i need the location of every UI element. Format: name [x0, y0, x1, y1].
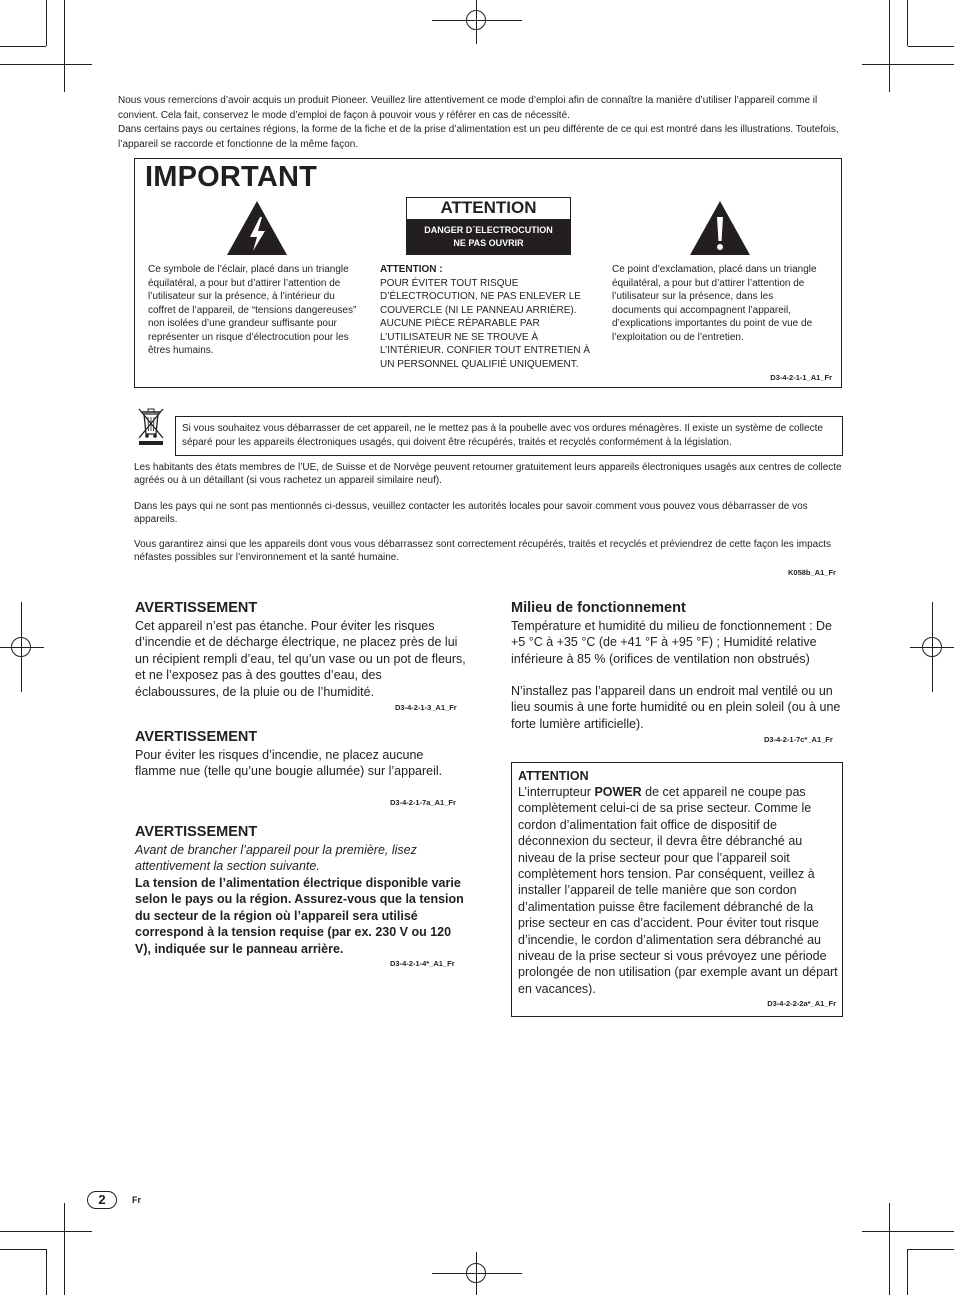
important-title: IMPORTANT: [145, 161, 318, 193]
lightning-triangle-icon: [225, 199, 289, 257]
intro-text: [118, 94, 858, 152]
language-code: Fr: [132, 1195, 141, 1205]
attention-text: POUR ÉVITER TOUT RISQUE D’ÉLECTROCUTION, NE PAS ENLEVER LE COUVERCLE (NI LE PANNEAU ARRIÈRE). AUCUNE PIÈCE RÉPARABLE PAR L’UTILISATEUR NE SE TROUVE À L’INTÉRIEUR. CONFIER TOUT ENTRETIEN À UN PERSONNEL QUALIFIÉ UNIQUEMENT.: [380, 277, 591, 370]
attention-description: [380, 263, 598, 371]
weee-paragraph-3: Vous garantirez ainsi que les appareils dont vous vous débarrassez sont correctement récupérés, traités et recyclés et préviendrez de cette façon les impacts néfastes possibles sur l’environnement et la santé humaine.: [134, 539, 832, 563]
weee-paragraph-1: Les habitants des états membres de l’UE, de Suisse et de Norvège peuvent retourner gratuitement leurs appareils électroniques usagés aux centres de collecte agréés ou à un détaillant (si vous rachetez un appareil similaire neuf).: [134, 462, 842, 486]
warning-3-intro: Avant de brancher l’appareil pour la première, lisez attentivement la section suivante.: [135, 843, 417, 874]
warning-3-voltage-text: La tension de l’alimentation électrique disponible varie selon le pays ou la région. Assurez-vous que la tension du secteur de la région où l’appareil sera utilisé correspond à la tension requise (par ex. 230 V ou 120 V), indiquée sur le panneau arrière.: [135, 876, 464, 956]
warning-1-text: Cet appareil n’est pas étanche. Pour éviter les risques d’incendie et de décharge électrique, ne placez près de lui un récipient rempli d’eau, tel qu’un vase ou un pot de fleurs, et ne l’exposez pas à des gouttes d’eau, des éclaboussures, de la pluie ou de l’humidité.: [135, 619, 466, 699]
intro-paragraph-1: Nous vous remercions d’avoir acquis un produit Pioneer. Veuillez lire attentivement ce mode d’emploi afin de connaître la manière d’utiliser l’appareil comme il convient. Cela fait, conservez le mode d’emploi de façon à pouvoir vous y référer en cas de nécessité.: [118, 95, 818, 121]
attention-badge-warning: [406, 220, 571, 255]
attention-heading: ATTENTION :: [380, 264, 443, 275]
warning-1-ref-code: D3-4-2-1-3_A1_Fr: [395, 703, 457, 712]
crossed-bin-icon: [136, 406, 166, 446]
power-label: POWER: [594, 785, 642, 799]
attention-badge: [406, 197, 571, 255]
warning-1-title: AVERTISSEMENT: [135, 600, 258, 616]
badge-line-1: DANGER D´ELECTROCUTION: [424, 225, 553, 235]
exclamation-description: Ce point d’exclamation, placé dans un triangle équilatéral, a pour but d’attirer l’attention de l’utilisateur sur la présence, dans les documents qui accompagnent l’appareil, d’explications importantes du point de vue de l’exploitation ou de l’entretien.: [612, 264, 817, 343]
important-ref-code: D3-4-2-1-1_A1_Fr: [770, 373, 832, 382]
weee-ref-code: K058b_A1_Fr: [788, 568, 836, 577]
caution-text-pre: L’interrupteur: [518, 785, 595, 799]
intro-paragraph-2: Dans certains pays ou certaines régions, la forme de la fiche et de la prise d’alimentation est un peu différente de ce qui est montré dans les illustrations. Toutefois, l’appareil se raccorde et fonctionne de la même façon.: [118, 124, 839, 150]
page-number: 2: [87, 1191, 117, 1209]
warning-3-ref-code: D3-4-2-1-4*_A1_Fr: [390, 959, 455, 968]
attention-badge-title: ATTENTION: [406, 197, 571, 220]
environment-text-1: Température et humidité du milieu de fonctionnement : De +5 °C à +35 °C (de +41 °F à +95 °F) ; Humidité relative inférieure à 85 % (orifices de ventilation non obstrués): [511, 619, 833, 666]
caution-text: [518, 784, 840, 997]
caution-text-post: de cet appareil ne coupe pas complètement celui-ci de sa prise secteur. Comme le cordon d’alimentation fait office de dispositif de déconnexion du secteur, il devra être débranché au niveau de la prise secteur pour que l’appareil soit complètement hors tension. Par conséquent, veillez à installer l’appareil de telle manière que son cordon d’alimentation puisse être facilement débranché de la prise secteur en cas d’accident. Pour éviter tout risque d’incendie, le cordon d’alimentation sera débranché au niveau de la prise secteur si vous prévoyez une période prolongée de non utilisation (par exemple avant un départ en vacances).: [518, 785, 838, 996]
environment-text-2: N’installez pas l’appareil dans un endroit mal ventilé ou un lieu soumis à une forte humidité ou en plein soleil (ou à une forte lumière artificielle).: [511, 684, 841, 731]
warning-2-title: AVERTISSEMENT: [135, 729, 258, 745]
environment-title: Milieu de fonctionnement: [511, 600, 686, 616]
environment-ref-code: D3-4-2-1-7c*_A1_Fr: [764, 735, 833, 744]
caution-ref-code: D3-4-2-2-2a*_A1_Fr: [767, 999, 836, 1008]
caution-box: [511, 762, 843, 1017]
warning-2-ref-code: D3-4-2-1-7a_A1_Fr: [390, 798, 456, 807]
important-box: [134, 158, 842, 388]
warning-3-title: AVERTISSEMENT: [135, 824, 258, 840]
lightning-description: Ce symbole de l’éclair, placé dans un triangle équilatéral, a pour but d’attirer l’attention de l’utilisateur sur la présence, à l’intérieur du coffret de l’appareil, de “tensions dangereuses” non isolées d’une grandeur suffisante pour représenter un risque d’électrocution pour les êtres humains.: [148, 264, 357, 356]
caution-title: ATTENTION: [518, 769, 589, 783]
warning-2-text: Pour éviter les risques d’incendie, ne placez aucune flamme nue (telle qu’une bougie allumée) sur l’appareil.: [135, 748, 443, 779]
weee-paragraph-2: Dans les pays qui ne sont pas mentionnés ci-dessus, veuillez contacter les autorités locales pour savoir comment vous pouvez vous débarrasser de vos appareils.: [134, 501, 808, 525]
weee-box: Si vous souhaitez vous débarrasser de cet appareil, ne le mettez pas à la poubelle avec vos ordures ménagères. Il existe un système de collecte séparé pour les appareils électroniques usagés, qui doivent être récupérés, traités et recyclés conformément à la législation.: [175, 416, 843, 456]
badge-line-2: NE PAS OUVRIR: [453, 238, 524, 248]
exclamation-triangle-icon: [688, 199, 752, 257]
